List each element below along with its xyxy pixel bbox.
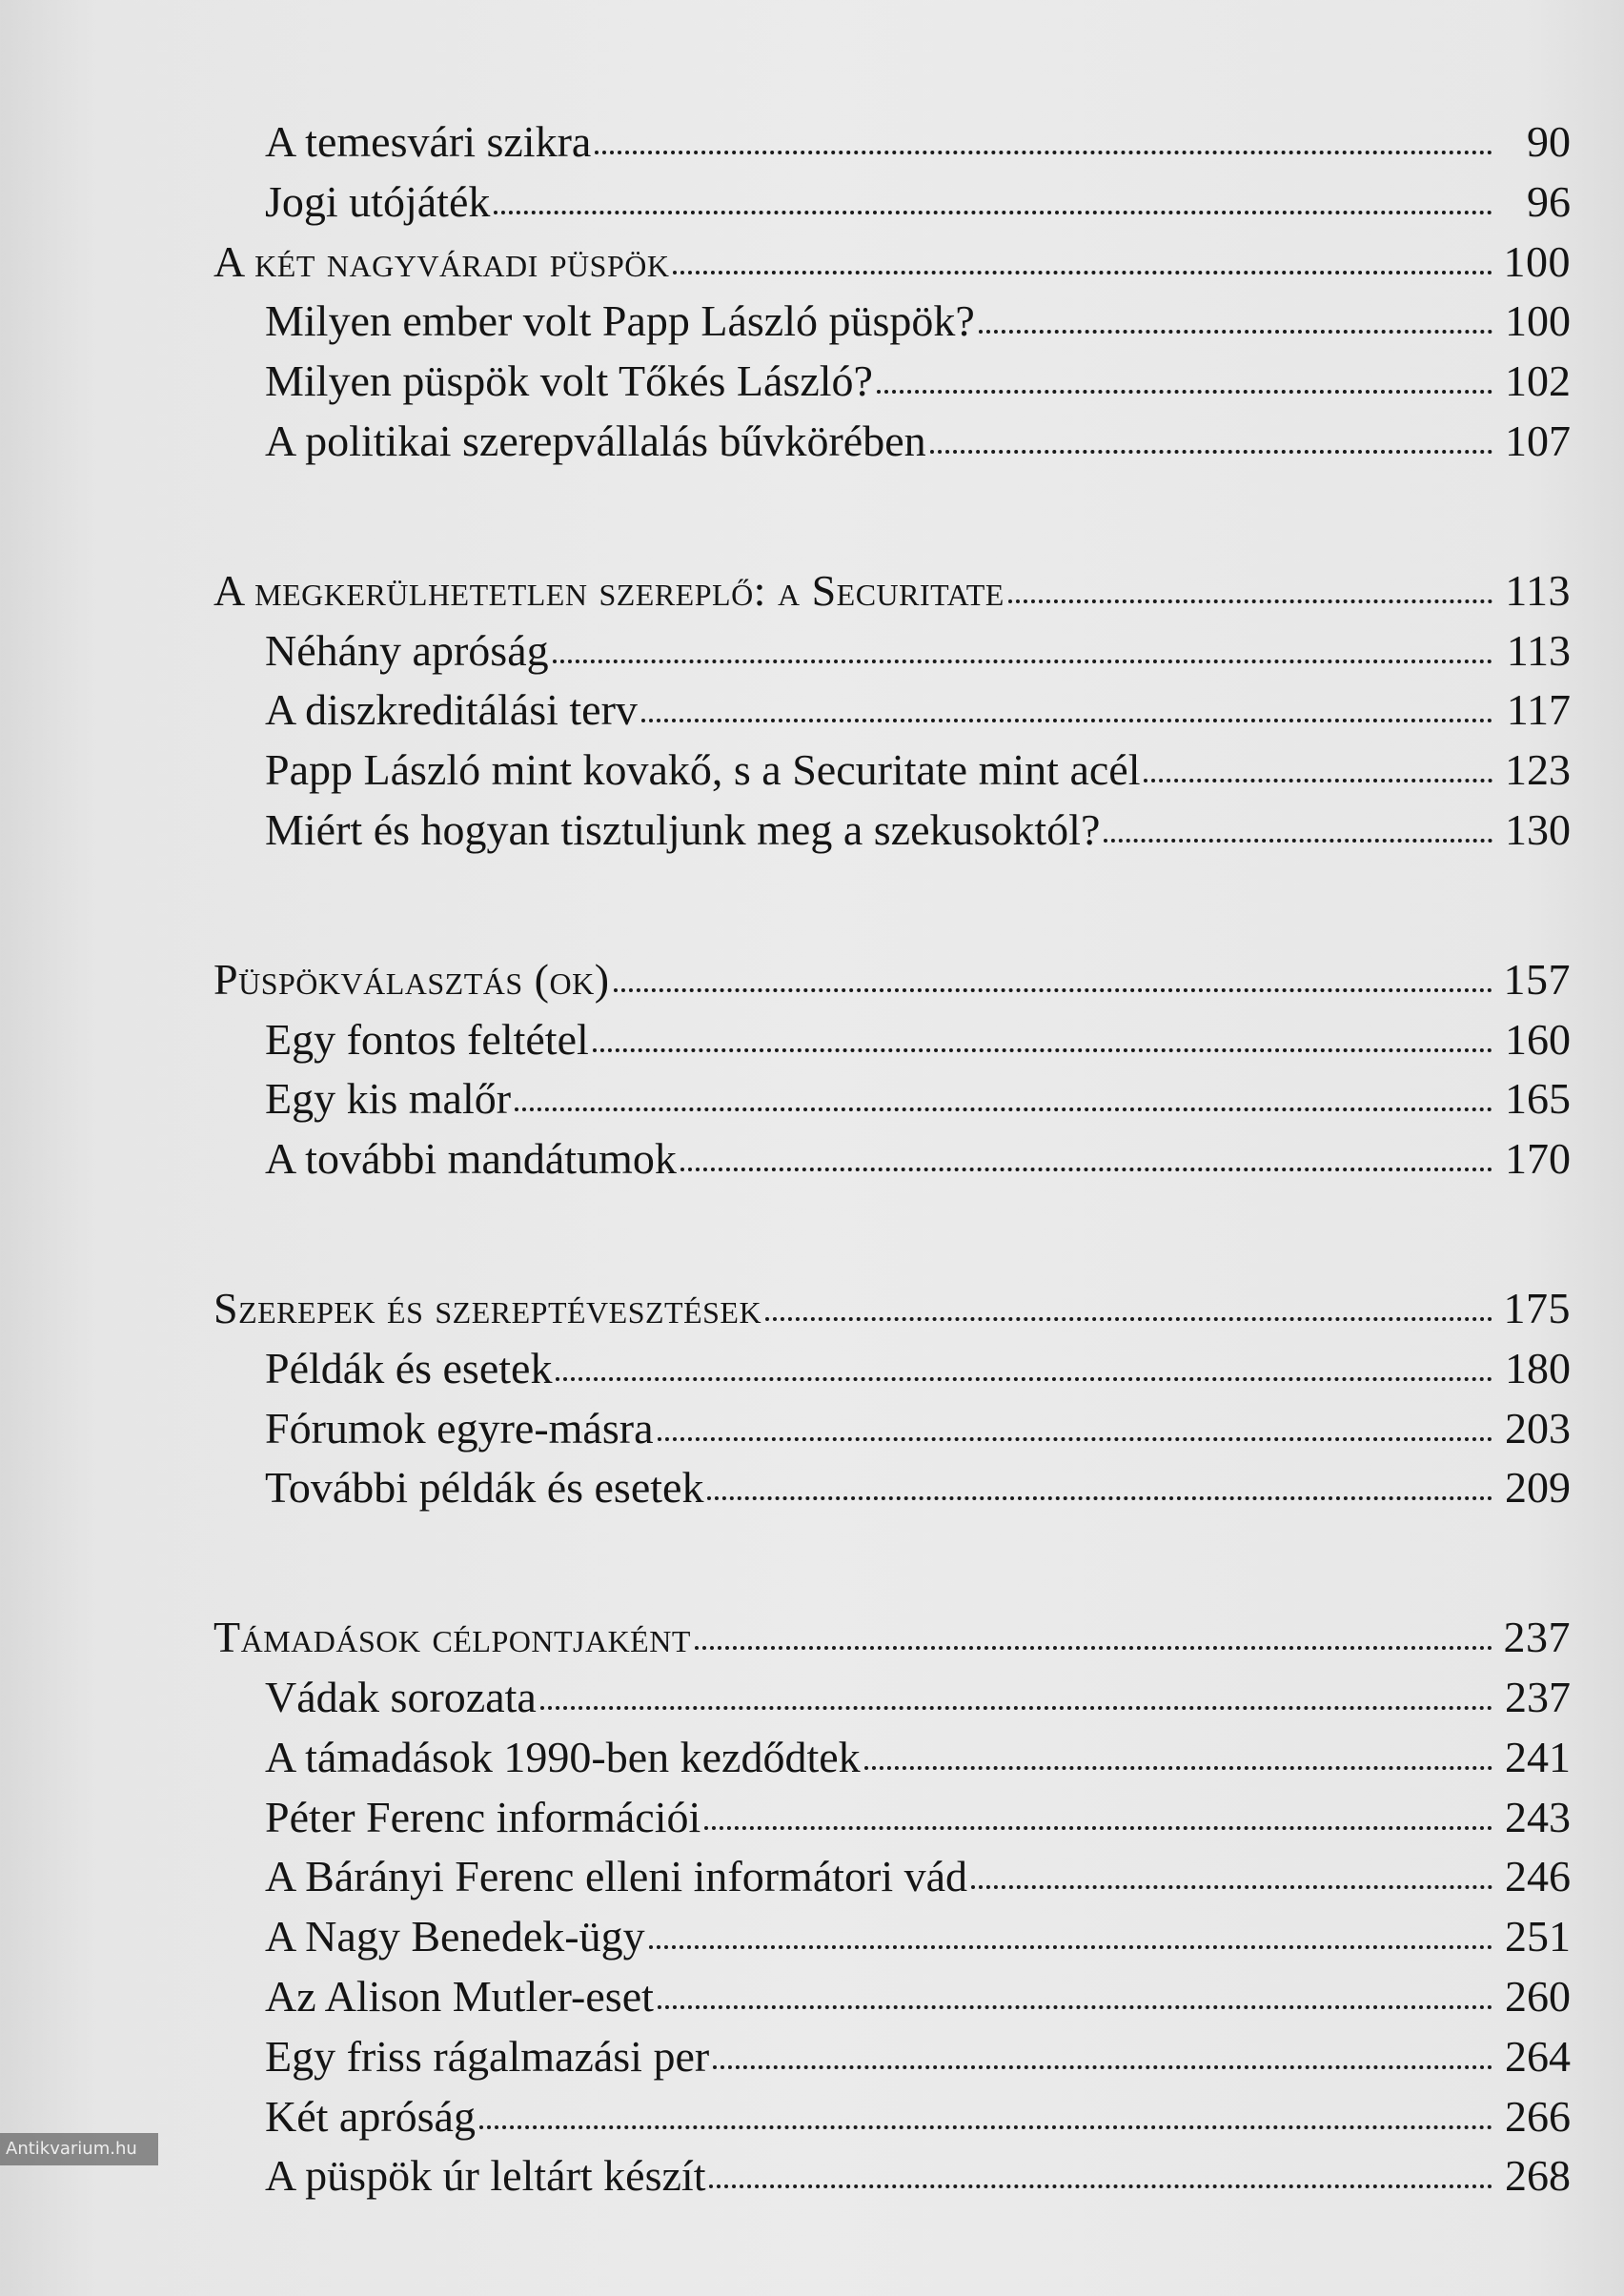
page-number: 175 [1503, 1283, 1571, 1332]
entry-title: Fórumok egyre-másra [265, 1403, 654, 1453]
page-number: 170 [1505, 1134, 1571, 1184]
dot-leader [658, 1996, 1492, 2009]
entry-title: Az Alison Mutler-eset [265, 1971, 654, 2021]
entry-title: Két apróság [265, 2091, 476, 2141]
page-number: 123 [1505, 745, 1571, 795]
toc-subsection-entry [213, 1129, 1571, 1189]
page-number: 260 [1505, 1971, 1571, 2021]
page-number: 237 [1505, 1672, 1571, 1721]
entry-title: A püspök úr leltárt készít [265, 2151, 706, 2201]
dot-leader [556, 1368, 1492, 1381]
page-number: 90 [1527, 117, 1571, 166]
dot-leader [658, 1428, 1493, 1441]
toc-section [213, 1608, 1571, 2206]
dot-leader [1008, 590, 1492, 603]
page-number: 102 [1505, 356, 1571, 406]
dot-leader [707, 1487, 1492, 1500]
toc-subsection-entry [213, 1399, 1571, 1459]
entry-title: A megkerülhetetlen szereplő: a Securitate [213, 565, 1005, 615]
entry-title: Vádak sorozata [265, 1672, 537, 1721]
dot-leader [673, 261, 1492, 274]
page-number: 165 [1505, 1074, 1571, 1124]
dot-leader [1104, 829, 1492, 843]
dot-leader [540, 1697, 1492, 1710]
page-number: 157 [1503, 954, 1571, 1004]
page-number: 113 [1505, 565, 1571, 615]
toc-subsection-entry [213, 112, 1571, 173]
toc-subsection-entry [213, 681, 1571, 741]
toc-subsection-entry [213, 1668, 1571, 1728]
toc-subsection-entry [213, 741, 1571, 801]
toc-subsection-entry [213, 173, 1571, 233]
toc-section [213, 1279, 1571, 1518]
entry-title: A politikai szerepvállalás bűvkörében [265, 416, 926, 465]
entry-title: A támadások 1990-ben kezdődtek [265, 1732, 861, 1781]
page-number: 130 [1505, 804, 1571, 854]
page-number: 107 [1505, 416, 1571, 465]
page-number: 246 [1505, 1852, 1571, 1901]
dot-leader [479, 2116, 1492, 2129]
dot-leader [709, 2175, 1492, 2188]
dot-leader [971, 1876, 1492, 1889]
page-number: 268 [1505, 2151, 1571, 2201]
toc-subsection-entry [213, 1967, 1571, 2027]
entry-title: Papp László mint kovakő, s a Securitate mint acél [265, 745, 1141, 795]
page-number: 180 [1505, 1343, 1571, 1392]
toc-chapter-entry [213, 233, 1571, 293]
toc-subsection-entry [213, 1458, 1571, 1518]
watermark: Antikvarium.hu [0, 2133, 158, 2165]
toc-subsection-entry [213, 1010, 1571, 1070]
entry-title: A Bárányi Ferenc elleni informátori vád [265, 1852, 968, 1901]
dot-leader [515, 1098, 1492, 1111]
entry-title: A diszkreditálási terv [265, 685, 638, 735]
toc-subsection-entry [213, 1847, 1571, 1907]
dot-leader [641, 709, 1492, 722]
entry-title: Jogi utójáték [265, 176, 491, 226]
toc-section [213, 561, 1571, 861]
dot-leader [930, 440, 1492, 454]
page-number: 209 [1505, 1463, 1571, 1513]
toc-chapter-entry [213, 1608, 1571, 1668]
entry-title: További példák és esetek [265, 1463, 704, 1513]
dot-leader [704, 1817, 1492, 1830]
page-number: 117 [1506, 685, 1571, 735]
toc-subsection-entry [213, 1788, 1571, 1848]
dot-leader [614, 979, 1492, 992]
toc-section [213, 112, 1571, 472]
dot-leader [593, 1039, 1492, 1052]
toc-chapter-entry [213, 561, 1571, 621]
page-number: 251 [1505, 1912, 1571, 1961]
dot-leader [680, 1158, 1492, 1171]
dot-leader [765, 1308, 1492, 1321]
toc-subsection-entry [213, 2146, 1571, 2206]
dot-leader [1144, 769, 1492, 782]
entry-title: Szerepek és szereptévesztések [213, 1283, 762, 1332]
entry-title: Egy kis malőr [265, 1074, 512, 1124]
toc-section [213, 950, 1571, 1189]
toc-subsection-entry [213, 1728, 1571, 1788]
entry-title: Péter Ferenc információi [265, 1792, 701, 1841]
entry-title: Milyen püspök volt Tőkés László? [265, 356, 873, 406]
toc-subsection-entry [213, 2027, 1571, 2087]
entry-title: Néhány apróság [265, 625, 549, 675]
entry-title: Példák és esetek [265, 1343, 553, 1392]
dot-leader [595, 141, 1492, 154]
page-number: 113 [1506, 625, 1571, 675]
toc-subsection-entry [213, 412, 1571, 472]
dot-leader [494, 201, 1492, 214]
dot-leader [864, 1757, 1492, 1770]
toc-subsection-entry [213, 801, 1571, 861]
toc-chapter-entry [213, 950, 1571, 1010]
entry-title: Egy friss rágalmazási per [265, 2031, 710, 2081]
page-number: 266 [1505, 2091, 1571, 2141]
entry-title: Miért és hogyan tisztuljunk meg a szekusoktól? [265, 804, 1101, 854]
page-number: 237 [1503, 1613, 1571, 1662]
page-number: 160 [1505, 1014, 1571, 1064]
page-number: 264 [1505, 2031, 1571, 2081]
page-number: 100 [1503, 236, 1571, 286]
page-number: 96 [1527, 176, 1571, 226]
entry-title: Támadások célpontjaként [213, 1613, 691, 1662]
entry-title: A további mandátumok [265, 1134, 677, 1184]
dot-leader [649, 1936, 1492, 1949]
toc-subsection-entry [213, 1339, 1571, 1399]
dot-leader [979, 320, 1492, 334]
entry-title: Milyen ember volt Papp László püspök? [265, 296, 975, 346]
toc-subsection-entry [213, 352, 1571, 412]
entry-title: Püspökválasztás (ok) [213, 954, 610, 1004]
toc-chapter-entry [213, 1279, 1571, 1339]
toc-subsection-entry [213, 292, 1571, 352]
page-number: 203 [1505, 1403, 1571, 1453]
toc-subsection-entry [213, 2087, 1571, 2147]
dot-leader [695, 1636, 1492, 1650]
entry-title: A két nagyváradi püspök [213, 236, 670, 286]
dot-leader [713, 2056, 1492, 2069]
dot-leader [877, 380, 1492, 394]
entry-title: A temesvári szikra [265, 117, 592, 166]
entry-title: A Nagy Benedek-ügy [265, 1912, 645, 1961]
page-number: 241 [1505, 1732, 1571, 1781]
entry-title: Egy fontos feltétel [265, 1014, 589, 1064]
toc-subsection-entry [213, 1907, 1571, 1967]
page-number: 243 [1505, 1792, 1571, 1841]
toc-subsection-entry [213, 621, 1571, 681]
toc-subsection-entry [213, 1069, 1571, 1129]
page-number: 100 [1505, 296, 1571, 346]
dot-leader [553, 650, 1492, 663]
table-of-contents [213, 112, 1571, 2296]
